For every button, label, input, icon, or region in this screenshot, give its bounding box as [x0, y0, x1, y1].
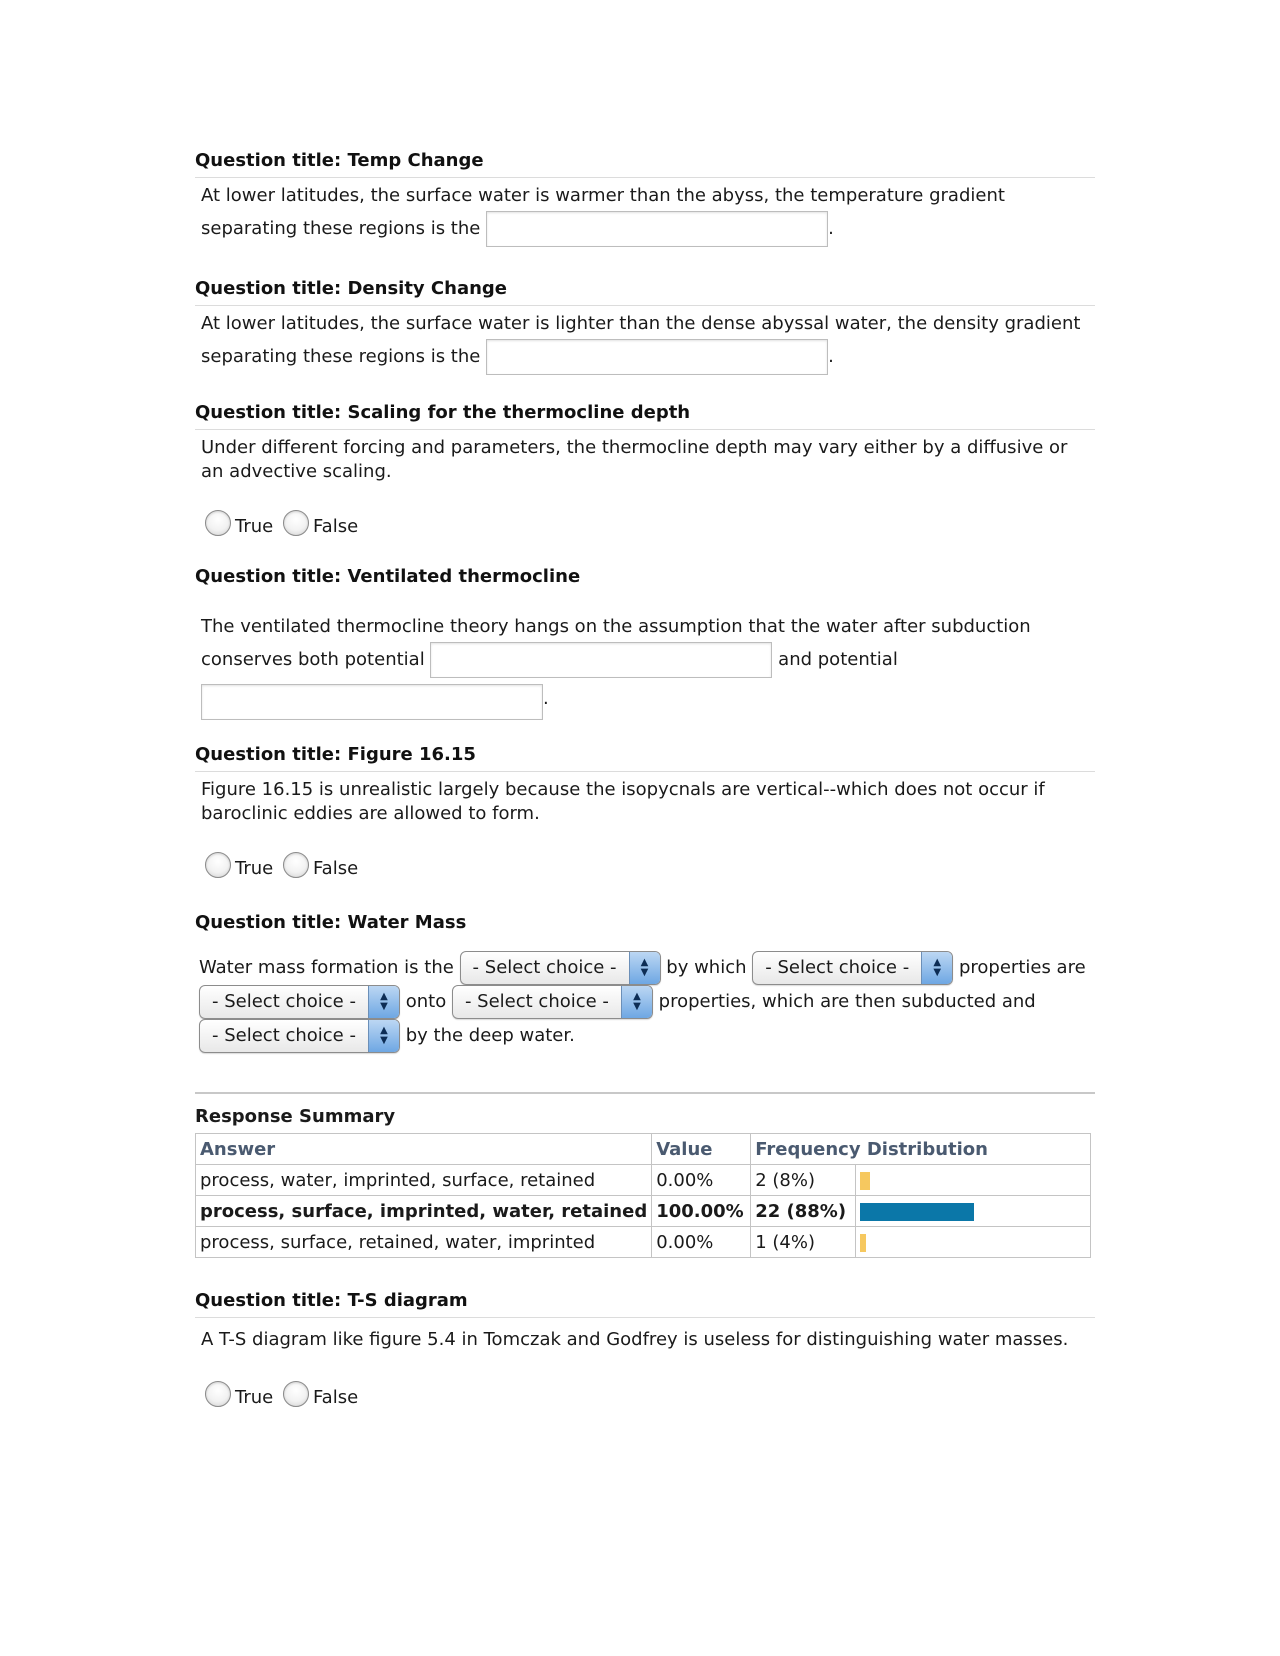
water-mass-select-3[interactable] — [199, 985, 400, 1019]
frequency-header: Frequency Distribution — [751, 1134, 1091, 1165]
question-water-mass — [195, 912, 1095, 1055]
water-mass-select-1[interactable] — [460, 951, 661, 985]
bar-cell — [856, 1227, 1091, 1258]
answer-cell: process, surface, retained, water, imprinted — [196, 1227, 652, 1258]
table-header-row — [196, 1134, 1091, 1165]
select-value: - Select choice - — [212, 991, 356, 1012]
false-label: False — [312, 858, 359, 879]
count-cell: 22 (88%) — [751, 1196, 856, 1227]
sentence-end: . — [543, 688, 549, 709]
true-radio[interactable] — [205, 510, 231, 536]
value-cell: 0.00% — [652, 1165, 751, 1196]
potential-second-input[interactable] — [201, 684, 543, 720]
temp-gradient-answer-input[interactable] — [486, 211, 828, 247]
response-table — [195, 1133, 1091, 1258]
question-text: Water mass formation is the — [199, 957, 454, 978]
question-title: Question title: Figure 16.15 — [195, 744, 1095, 772]
table-row — [196, 1196, 1091, 1227]
updown-arrows-icon: ▲ ▼ — [368, 1020, 399, 1052]
question-text: onto — [405, 991, 447, 1012]
true-radio[interactable] — [205, 1381, 231, 1407]
question-scaling-thermocline — [195, 402, 1095, 537]
question-text: and potential — [778, 649, 898, 670]
question-ts-diagram — [195, 1290, 1095, 1408]
question-title: Question title: T-S diagram — [195, 1290, 1095, 1318]
water-mass-select-5[interactable] — [199, 1019, 400, 1053]
water-mass-select-2[interactable] — [752, 951, 953, 985]
question-text: by the deep water. — [405, 1025, 575, 1046]
question-text: At lower latitudes, the surface water is warmer than the abyss, the temperature gradient — [201, 185, 1005, 206]
bar-cell — [856, 1165, 1091, 1196]
count-cell: 2 (8%) — [751, 1165, 856, 1196]
count-cell: 1 (4%) — [751, 1227, 856, 1258]
true-label: True — [235, 1387, 274, 1408]
question-temp-change — [195, 150, 1095, 249]
frequency-bar — [860, 1172, 870, 1190]
table-row — [196, 1165, 1091, 1196]
question-title: Question title: Scaling for the thermocline depth — [195, 402, 1095, 430]
table-row — [196, 1227, 1091, 1258]
question-ventilated-thermocline — [195, 566, 1095, 722]
false-radio[interactable] — [283, 1381, 309, 1407]
true-label: True — [235, 516, 274, 537]
sentence-end: . — [828, 218, 834, 239]
question-text: The ventilated thermocline theory hangs on the assumption that the water after subduction — [201, 616, 1031, 637]
value-cell: 0.00% — [652, 1227, 751, 1258]
updown-arrows-icon: ▲ ▼ — [629, 952, 660, 984]
question-title: Question title: Temp Change — [195, 150, 1095, 178]
true-label: True — [235, 858, 274, 879]
question-text: Under different forcing and parameters, the thermocline depth may vary either by a diffusive or an advective scaling. — [201, 437, 1068, 482]
question-text: by which — [666, 957, 747, 978]
water-mass-select-4[interactable] — [452, 985, 653, 1019]
select-value: - Select choice - — [765, 957, 910, 978]
density-gradient-answer-input[interactable] — [486, 339, 828, 375]
false-radio[interactable] — [283, 510, 309, 536]
true-radio[interactable] — [205, 852, 231, 878]
question-text: conserves both potential — [201, 649, 425, 670]
sentence-end: . — [828, 346, 834, 367]
response-summary-title: Response Summary — [195, 1092, 1095, 1133]
question-title: Question title: Density Change — [195, 278, 1095, 306]
question-title: Question title: Ventilated thermocline — [195, 566, 581, 587]
answer-header: Answer — [196, 1134, 652, 1165]
updown-arrows-icon: ▲ ▼ — [621, 986, 652, 1018]
frequency-bar — [860, 1234, 866, 1252]
response-summary — [195, 1092, 1095, 1258]
false-label: False — [312, 516, 359, 537]
question-title: Question title: Water Mass — [195, 912, 467, 933]
updown-arrows-icon: ▲ ▼ — [921, 952, 952, 984]
question-text: separating these regions is the — [201, 346, 481, 367]
question-density-change — [195, 278, 1095, 377]
false-label: False — [312, 1387, 359, 1408]
question-text: A T-S diagram like figure 5.4 in Tomczak and Godfrey is useless for distinguishing water masses. — [201, 1329, 1069, 1350]
question-figure-16-15 — [195, 744, 1095, 879]
question-text: properties are — [958, 957, 1086, 978]
false-radio[interactable] — [283, 852, 309, 878]
question-text: properties, which are then subducted and — [658, 991, 1036, 1012]
value-header: Value — [652, 1134, 751, 1165]
value-cell: 100.00% — [652, 1196, 751, 1227]
question-text: Figure 16.15 is unrealistic largely because the isopycnals are vertical--which does not occur if baroclinic eddies are allowed to form. — [201, 779, 1045, 824]
answer-cell: process, surface, imprinted, water, retained — [196, 1196, 652, 1227]
select-value: - Select choice - — [472, 957, 617, 978]
question-text: At lower latitudes, the surface water is lighter than the dense abyssal water, the density gradient — [201, 313, 1081, 334]
answer-cell: process, water, imprinted, surface, retained — [196, 1165, 652, 1196]
select-value: - Select choice - — [212, 1025, 356, 1046]
potential-first-input[interactable] — [430, 642, 772, 678]
bar-cell — [856, 1196, 1091, 1227]
updown-arrows-icon: ▲ ▼ — [368, 986, 399, 1018]
question-text: separating these regions is the — [201, 218, 481, 239]
select-value: - Select choice - — [464, 991, 609, 1012]
frequency-bar — [860, 1203, 974, 1221]
